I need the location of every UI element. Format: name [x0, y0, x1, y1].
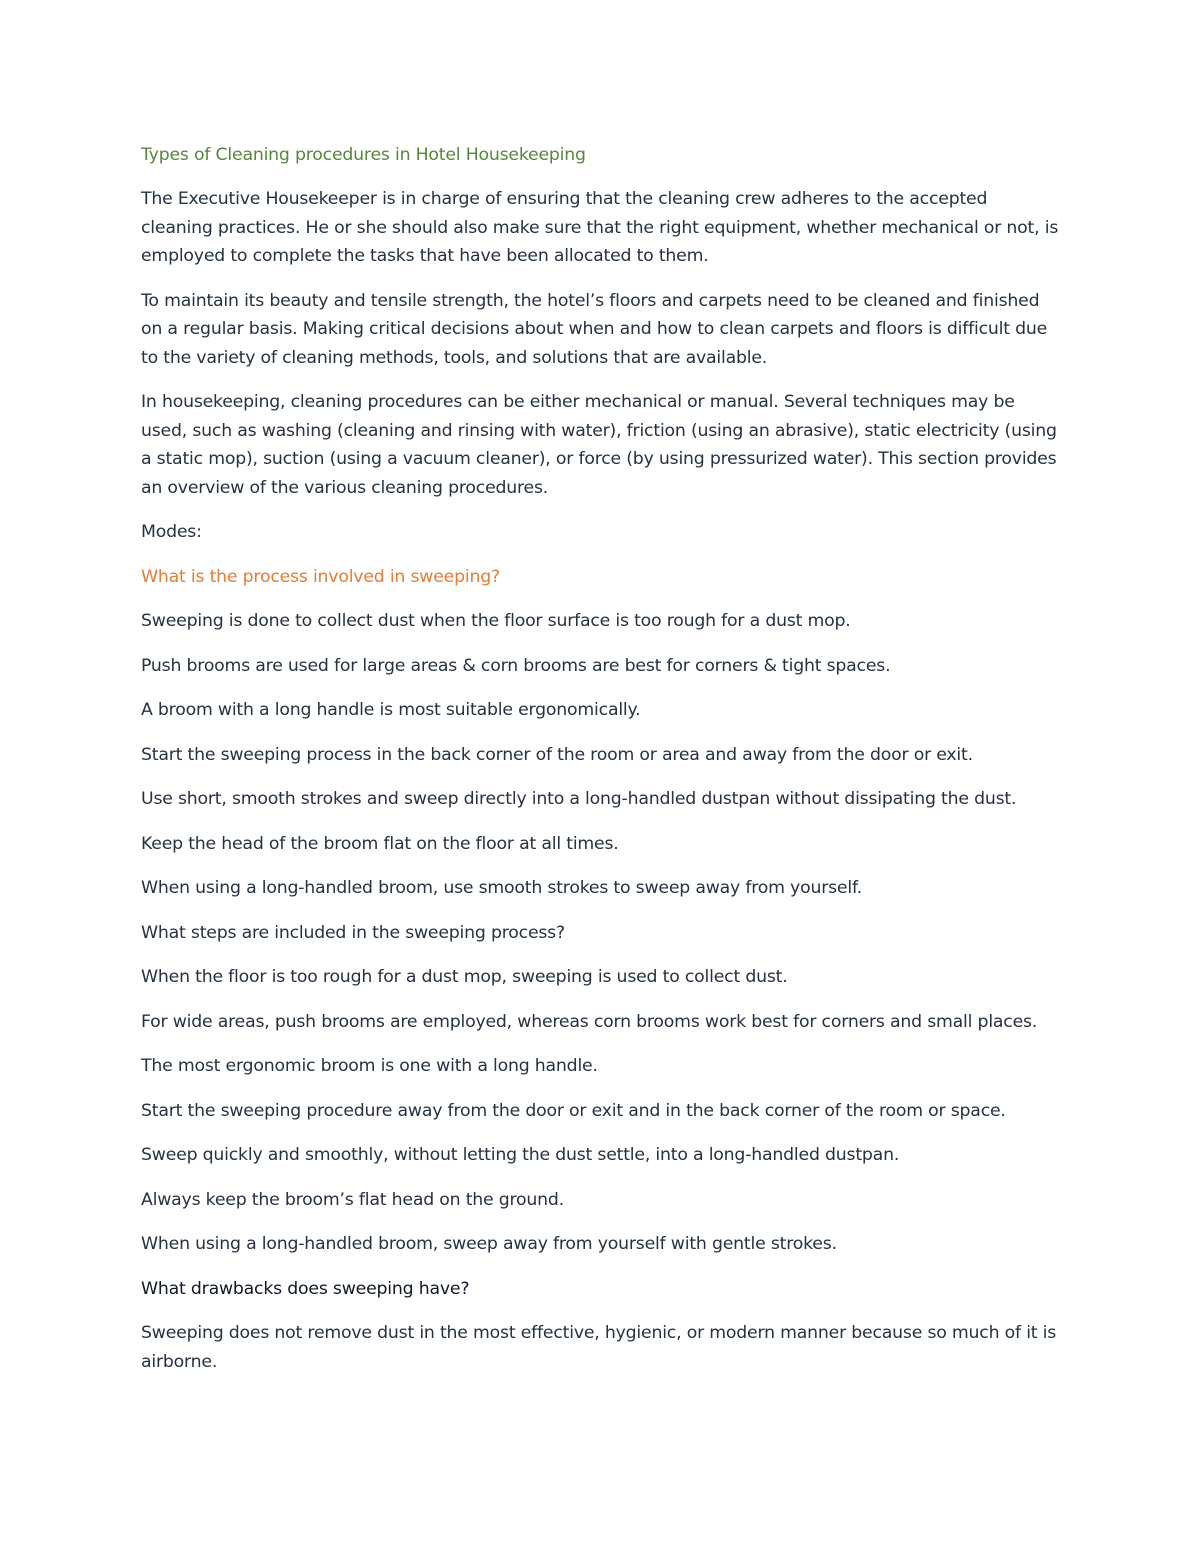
- sweeping-paragraph: When using a long-handled broom, sweep away from yourself with gentle strokes.: [141, 1234, 837, 1254]
- sweeping-paragraph: Sweep quickly and smoothly, without letting the dust settle, into a long-handled dustpan.: [141, 1145, 900, 1165]
- sweeping-paragraph: Use short, smooth strokes and sweep directly into a long-handled dustpan without dissipating the dust.: [141, 789, 1017, 809]
- drawbacks-paragraph: Sweeping does not remove dust in the most effective, hygienic, or modern manner because so much of it is airborne.: [141, 1323, 1057, 1372]
- drawbacks-heading: What drawbacks does sweeping have?: [141, 1278, 470, 1299]
- sweeping-subheading: What steps are included in the sweeping process?: [141, 922, 565, 943]
- sweeping-paragraph: For wide areas, push brooms are employed, whereas corn brooms work best for corners and small places.: [141, 1011, 1038, 1032]
- sweeping-paragraph: Start the sweeping process in the back corner of the room or area and away from the door or exit.: [141, 744, 973, 765]
- sweeping-heading: What is the process involved in sweeping?: [141, 566, 500, 587]
- sweeping-paragraph: Keep the head of the broom flat on the floor at all times.: [141, 833, 619, 854]
- sweeping-paragraph: When the floor is too rough for a dust mop, sweeping is used to collect dust.: [141, 967, 788, 987]
- sweeping-paragraph: Push brooms are used for large areas & corn brooms are best for corners & tight spaces.: [141, 655, 891, 676]
- sweeping-paragraph: When using a long-handled broom, use smooth strokes to sweep away from yourself.: [141, 878, 862, 898]
- document-title: Types of Cleaning procedures in Hotel Housekeeping: [141, 145, 586, 165]
- sweeping-paragraph: Sweeping is done to collect dust when the floor surface is too rough for a dust mop.: [141, 611, 851, 631]
- intro-paragraph: In housekeeping, cleaning procedures can be either mechanical or manual. Several techniques may be used, such as washing (cleaning and rinsing with water), friction (using an abrasive), static electricity (using a static mop), suction (using a vacuum cleaner), or force (by using pressurized water). This section provides an overview of the various cleaning procedures.: [141, 392, 1057, 498]
- modes-label: Modes:: [141, 522, 202, 542]
- sweeping-paragraph: A broom with a long handle is most suitable ergonomically.: [141, 700, 641, 720]
- intro-paragraph: To maintain its beauty and tensile strength, the hotel’s floors and carpets need to be cleaned and finished on a regular basis. Making critical decisions about when and how to clean carpets and floors is difficult due to the variety of cleaning methods, tools, and solutions that are available.: [141, 290, 1048, 368]
- sweeping-paragraph: Always keep the broom’s flat head on the ground.: [141, 1189, 564, 1210]
- sweeping-paragraph: The most ergonomic broom is one with a long handle.: [141, 1056, 598, 1076]
- intro-paragraph: The Executive Housekeeper is in charge of ensuring that the cleaning crew adheres to the accepted cleaning practices. He or she should also make sure that the right equipment, whether mechanical or not, is employed to complete the tasks that have been allocated to them.: [141, 189, 1059, 266]
- sweeping-paragraph: Start the sweeping procedure away from the door or exit and in the back corner of the room or space.: [141, 1100, 1006, 1121]
